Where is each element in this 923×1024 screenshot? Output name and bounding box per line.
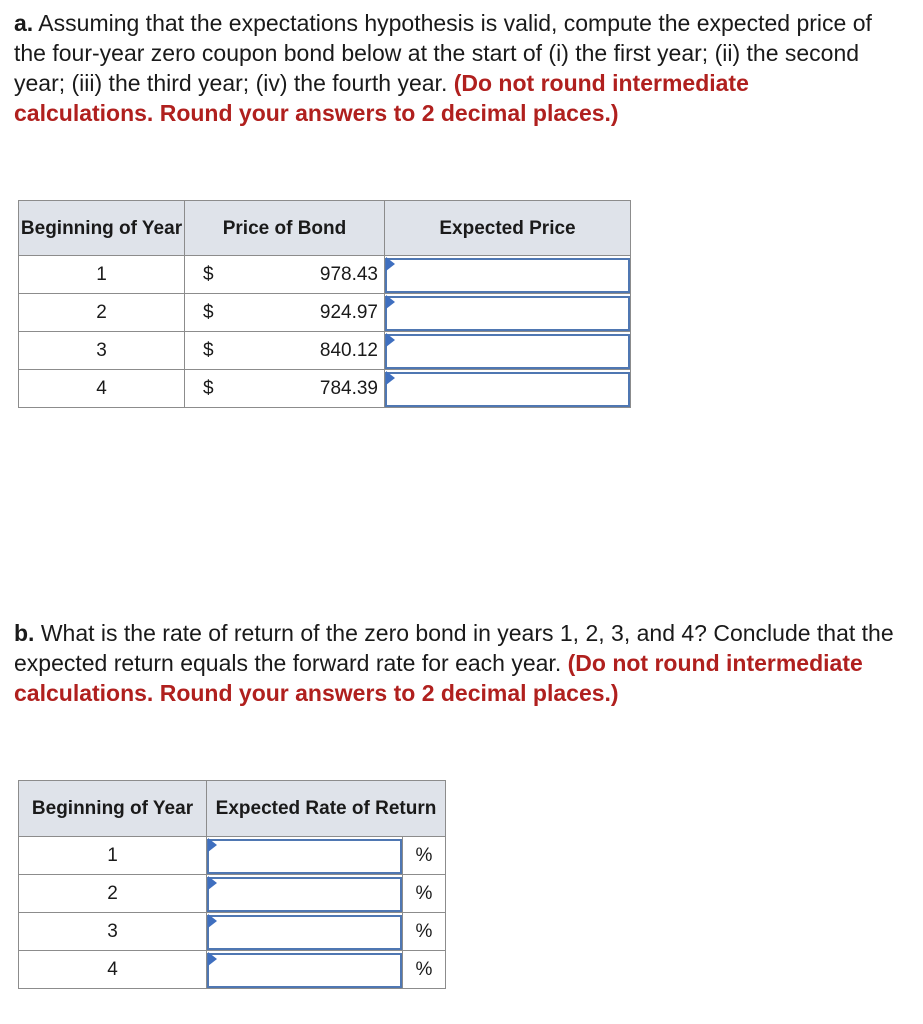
expected-price-input-year-1[interactable] <box>385 258 630 293</box>
rate-input-cell <box>207 875 403 913</box>
expected-price-cell <box>385 332 631 370</box>
price-value: 784.39 <box>319 377 378 399</box>
question-b-rounding-note: (Do not round intermediate calculations. Round your answers to 2 decimal places.) <box>14 650 863 706</box>
percent-sign: % <box>403 913 446 951</box>
percent-sign: % <box>403 875 446 913</box>
year-cell: 1 <box>19 837 207 875</box>
currency-symbol: $ <box>203 263 214 285</box>
rate-input-cell <box>207 951 403 989</box>
expected-price-table <box>18 200 631 408</box>
currency-symbol: $ <box>203 301 214 323</box>
expected-price-input-year-3[interactable] <box>385 334 630 369</box>
header-price-of-bond: Price of Bond <box>185 201 385 256</box>
question-b <box>14 618 894 708</box>
price-cell <box>185 294 385 332</box>
rate-input-year-4[interactable] <box>207 953 402 988</box>
expected-price-cell <box>385 256 631 294</box>
question-a <box>14 8 894 128</box>
question-a-label: a. <box>14 10 34 36</box>
expected-price-input-year-4[interactable] <box>385 372 630 407</box>
expected-return-table <box>18 780 446 989</box>
question-a-text: Assuming that the expectations hypothesis is valid, compute the expected price of the four-year zero coupon bond below at the start of (i) the first year; (ii) the second year; (iii) the third year; (iv) the fourth year. <box>14 10 872 96</box>
rate-input-cell <box>207 913 403 951</box>
expected-price-cell <box>385 370 631 408</box>
currency-symbol: $ <box>203 377 214 399</box>
table-row <box>19 370 631 408</box>
table-row <box>19 332 631 370</box>
expected-price-cell <box>385 294 631 332</box>
price-cell <box>185 332 385 370</box>
table-row <box>19 294 631 332</box>
price-value: 924.97 <box>319 301 378 323</box>
table-row <box>19 913 446 951</box>
question-b-label: b. <box>14 620 35 646</box>
price-cell <box>185 256 385 294</box>
rate-input-year-2[interactable] <box>207 877 402 912</box>
percent-sign: % <box>403 837 446 875</box>
expected-price-input-year-2[interactable] <box>385 296 630 331</box>
year-cell: 4 <box>19 370 185 408</box>
price-cell <box>185 370 385 408</box>
year-cell: 2 <box>19 875 207 913</box>
rate-input-year-3[interactable] <box>207 915 402 950</box>
percent-sign: % <box>403 951 446 989</box>
price-value: 978.43 <box>319 263 378 285</box>
year-cell: 3 <box>19 913 207 951</box>
year-cell: 2 <box>19 294 185 332</box>
header-expected-price: Expected Price <box>385 201 631 256</box>
rate-input-cell <box>207 837 403 875</box>
table-row <box>19 256 631 294</box>
header-beginning-of-year: Beginning of Year <box>19 201 185 256</box>
question-b-text: What is the rate of return of the zero bond in years 1, 2, 3, and 4? Conclude that the expected return equals the forward rate for each year. <box>14 620 894 676</box>
price-value: 840.12 <box>319 339 378 361</box>
year-cell: 4 <box>19 951 207 989</box>
currency-symbol: $ <box>203 339 214 361</box>
year-cell: 1 <box>19 256 185 294</box>
question-a-rounding-note: (Do not round intermediate calculations. Round your answers to 2 decimal places.) <box>14 70 749 126</box>
rate-input-year-1[interactable] <box>207 839 402 874</box>
table-row <box>19 837 446 875</box>
header-beginning-of-year: Beginning of Year <box>19 781 207 837</box>
table-row <box>19 875 446 913</box>
year-cell: 3 <box>19 332 185 370</box>
table-row <box>19 951 446 989</box>
header-expected-rate-of-return: Expected Rate of Return <box>207 781 446 837</box>
